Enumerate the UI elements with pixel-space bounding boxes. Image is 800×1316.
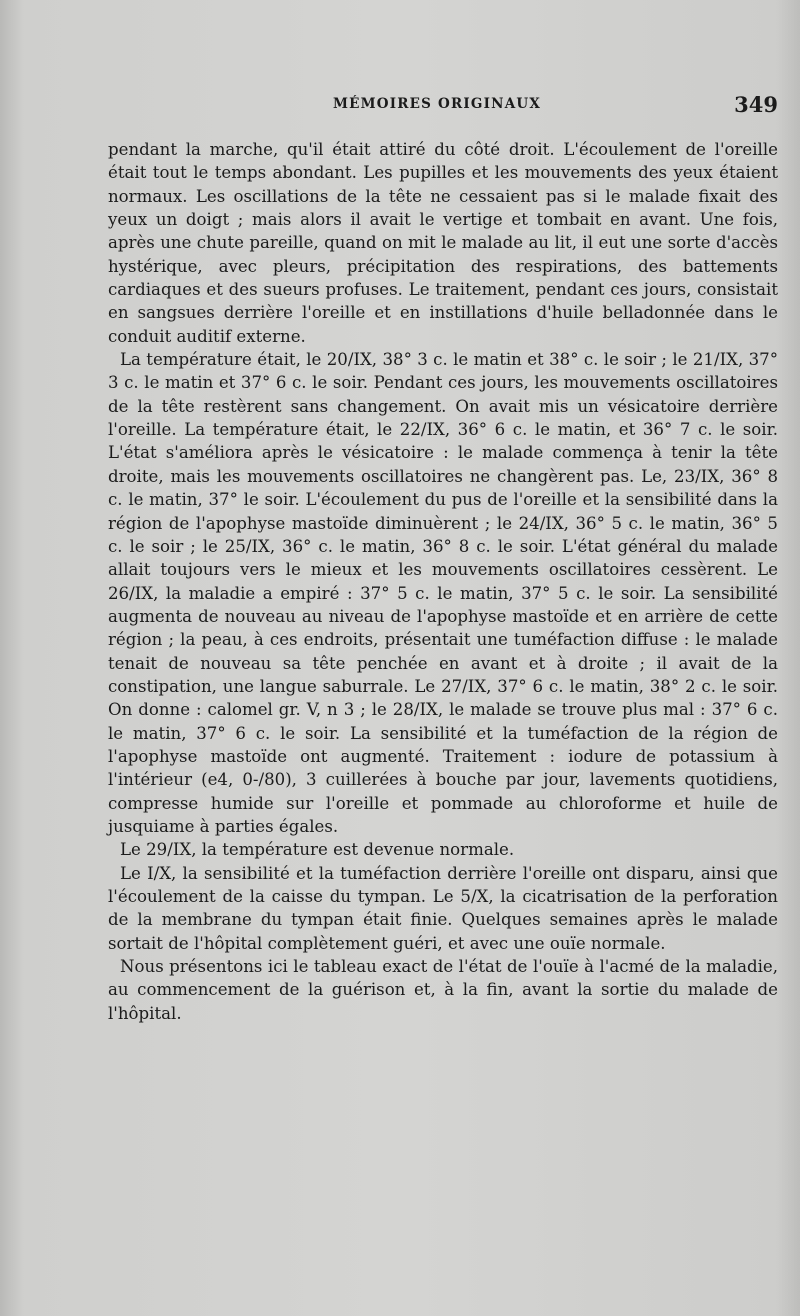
page-number: 349 <box>734 92 778 117</box>
paragraph-hearing-table: Nous présentons ici le tableau exact de l'état de l'ouïe à l'acmé de la maladie, au commencement de la guérison et, à la fin, avant la sortie du malade de l'hôpital. <box>108 957 778 1023</box>
paragraph-recovery: Le I/X, la sensibilité et la tuméfaction derrière l'oreille ont disparu, ainsi que l'écoulement de la caisse du tympan. Le 5/X, la cicatrisation de la perforation de la membrane du tympan était finie. Quelques semaines après le malade sortait de l'hôpital complètement guéri, et avec une ouïe normale. <box>108 863 778 953</box>
page-header <box>108 92 778 122</box>
paragraph-temperature: La température était, le 20/IX, 38° 3 c. le matin et 38° c. le soir ; le 21/IX, 37° 3 c. le matin et 37° 6 c. le soir. Pendant ces jours, les mouvements oscillatoires de la tête restèrent sans changement. On avait mis un vésicatoire derrière l'oreille. La température était, le 22/IX, 36° 6 c. le matin, et 36° 7 c. le soir. L'état s'améliora après le vésicatoire : le malade commença à tenir la tête droite, mais les mouvements oscillatoires ne changèrent pas. Le, 23/IX, 36° 8 c. le matin, 37° le soir. L'écoulement du pus de l'oreille et la sensibilité dans la région de l'apophyse mastoïde diminuèrent ; le 24/IX, 36° 5 c. le matin, 36° 5 c. le soir ; le 25/IX, 36° c. le matin, 36° 8 c. le soir. L'état général du malade allait toujours vers le mieux et les mouvements oscillatoires cessèrent. Le 26/IX, la maladie a empiré : 37° 5 c. le matin, 37° 5 c. le soir. La sensibilité augmenta de nouveau au niveau de l'apophyse mastoïde et en arrière de cette région ; la peau, à ces endroits, présentait une tuméfaction diffuse : le malade tenait de nouveau sa tête penchée en avant et à droite ; il avait de la constipation, une langue saburrale. Le 27/IX, 37° 6 c. le matin, 38° 2 c. le soir. On donne : calomel gr. V, n 3 ; le 28/IX, le malade se trouve plus mal : 37° 6 c. le matin, 37° 6 c. le soir. La sensibilité et la tuméfaction de la région de l'apophyse mastoïde ont augmenté. Traitement : iodure de potassium à l'intérieur (e4, 0-/80), 3 cuillerées à bouche par jour, lavements quotidiens, compresse humide sur l'oreille et pommade au chloroforme et huile de jusquiame à parties égales. <box>108 350 778 836</box>
paragraph-continuation: pendant la marche, qu'il était attiré du côté droit. L'écoulement de l'oreille était tout le temps abondant. Les pupilles et les mouvements des yeux étaient normaux. Les oscillations de la tête ne cessaient pas si le malade fixait des yeux un doigt ; mais alors il avait le vertige et tombait en avant. Une fois, après une chute pareille, quand on mit le malade au lit, il eut une sorte d'accès hystérique, avec pleurs, précipitation des respirations, des battements cardiaques et des sueurs profuses. Le traitement, pendant ces jours, consistait en sangsues derrière l'oreille et en instillations d'huile belladonnée dans le conduit auditif externe. <box>108 140 778 346</box>
running-head: MÉMOIRES ORIGINAUX <box>333 96 542 112</box>
paragraph-normal-temperature: Le 29/IX, la température est devenue normale. <box>120 840 515 860</box>
body-text <box>108 138 778 1025</box>
